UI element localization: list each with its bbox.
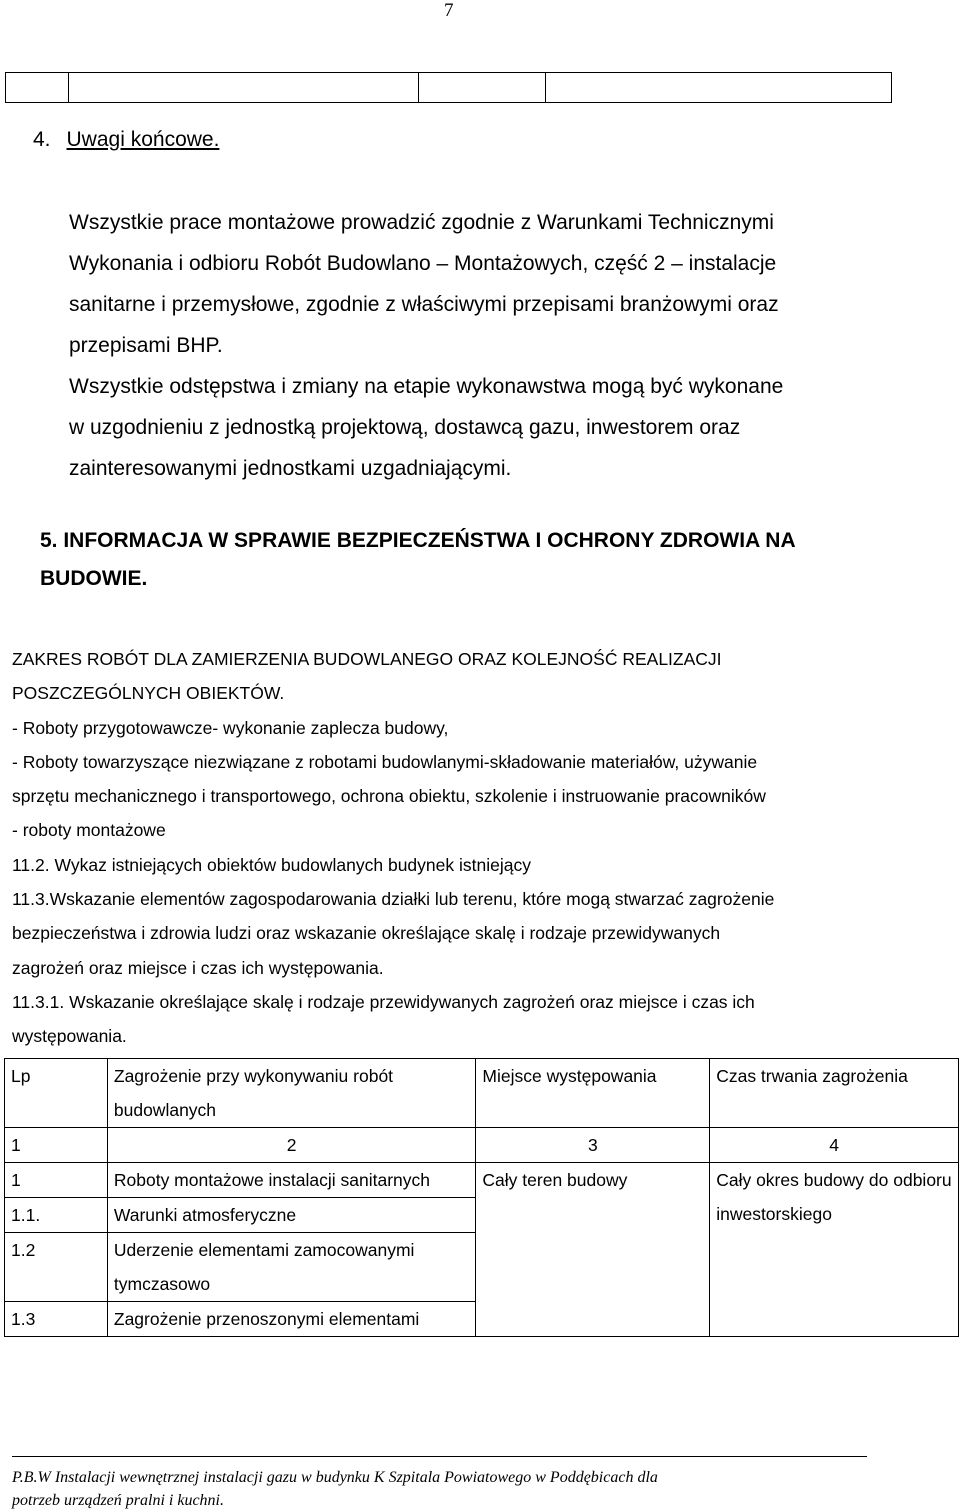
- section-5-heading: [40, 522, 920, 598]
- table-cell: Zagrożenie przenoszonymi elementami: [107, 1302, 476, 1337]
- footer: [12, 1466, 892, 1512]
- page-number: 7: [444, 0, 454, 21]
- paragraph-line: sanitarne i przemysłowe, zgodnie z właściwymi przepisami branżowymi oraz: [69, 293, 779, 316]
- table-cell: Roboty montażowe instalacji sanitarnych: [107, 1163, 476, 1198]
- table-header-cell: Czas trwania zagrożenia: [710, 1059, 959, 1128]
- table-cell: 4: [710, 1128, 959, 1163]
- section-4-heading: [33, 128, 219, 152]
- section-4-number: 4.: [33, 128, 51, 151]
- header-table: [5, 72, 892, 103]
- table-header-row: [5, 1059, 959, 1128]
- table-cell: 1.1.: [5, 1198, 108, 1233]
- header-table-cell: [6, 73, 69, 102]
- paragraph-line: w uzgodnieniu z jednostką projektową, dostawcą gazu, inwestorem oraz: [69, 416, 741, 439]
- body-line: - Roboty towarzyszące niezwiązane z robotami budowlanymi-składowanie materiałów, używanie: [12, 751, 758, 772]
- table-header-cell: Zagrożenie przy wykonywaniu robót budowlanych: [107, 1059, 476, 1128]
- paragraph-line: zainteresowanymi jednostkami uzgadniającymi.: [69, 457, 512, 480]
- body-line: 11.2. Wykaz istniejących obiektów budowlanych budynek istniejący: [12, 854, 531, 875]
- footer-line: P.B.W Instalacji wewnętrznej instalacji gazu w budynku K Szpitala Powiatowego w Poddębicach dla: [12, 1469, 658, 1486]
- table-row: [5, 1163, 959, 1198]
- table-cell: Cały okres budowy do odbioru inwestorskiego: [710, 1163, 959, 1337]
- table-cell: 3: [476, 1128, 710, 1163]
- body-line: występowania.: [12, 1026, 127, 1047]
- table-numbering-row: [5, 1128, 959, 1163]
- table-cell: 1: [5, 1163, 108, 1198]
- header-table-cell: [419, 73, 546, 102]
- footer-divider: [12, 1456, 867, 1457]
- footer-line: potrzeb urządzeń pralni i kuchni.: [12, 1492, 224, 1509]
- header-table-cell: [546, 73, 888, 102]
- body-line: sprzętu mechanicznego i transportowego, ochrona obiektu, szkolenie i instruowanie pracowników: [12, 786, 766, 807]
- table-cell: 1: [5, 1128, 108, 1163]
- table-cell: 2: [107, 1128, 476, 1163]
- table-cell: Cały teren budowy: [476, 1163, 710, 1337]
- body-line: POSZCZEGÓLNYCH OBIEKTÓW.: [12, 683, 285, 704]
- table-header-cell: Miejsce występowania: [476, 1059, 710, 1128]
- header-table-cell: [69, 73, 419, 102]
- body-line: bezpieczeństwa i zdrowia ludzi oraz wskazanie określające skalę i rodzaje przewidywanych: [12, 923, 721, 944]
- section-4-title: Uwagi końcowe.: [66, 128, 220, 151]
- table-cell: Warunki atmosferyczne: [107, 1198, 476, 1233]
- table-header-cell: Lp: [5, 1059, 108, 1128]
- body-line: - Roboty przygotowawcze- wykonanie zaplecza budowy,: [12, 717, 449, 738]
- body-line: 11.3.1. Wskazanie określające skalę i rodzaje przewidywanych zagrożeń oraz miejsce i czas ich: [12, 991, 755, 1012]
- section-5-heading-line: BUDOWIE.: [40, 567, 148, 590]
- section-4-paragraph-1: [69, 202, 929, 489]
- body-line: 11.3.Wskazanie elementów zagospodarowania działki lub terenu, które mogą stwarzać zagrożenie: [12, 889, 775, 910]
- section-5-heading-line: 5. INFORMACJA W SPRAWIE BEZPIECZEŃSTWA I OCHRONY ZDROWIA NA: [40, 529, 796, 552]
- table-cell: Uderzenie elementami zamocowanymi tymczasowo: [107, 1233, 476, 1302]
- body-line: - roboty montażowe: [12, 820, 166, 841]
- table-cell: 1.2: [5, 1233, 108, 1302]
- safety-info-body: [12, 642, 942, 1054]
- body-line: ZAKRES ROBÓT DLA ZAMIERZENIA BUDOWLANEGO ORAZ KOLEJNOŚĆ REALIZACJI: [12, 649, 722, 669]
- paragraph-line: przepisami BHP.: [69, 334, 223, 357]
- body-line: zagrożeń oraz miejsce i czas ich występowania.: [12, 957, 384, 978]
- paragraph-line: Wszystkie odstępstwa i zmiany na etapie wykonawstwa mogą być wykonane: [69, 375, 784, 398]
- paragraph-line: Wszystkie prace montażowe prowadzić zgodnie z Warunkami Technicznymi: [69, 211, 774, 234]
- paragraph-line: Wykonania i odbioru Robót Budowlano – Montażowych, część 2 – instalacje: [69, 252, 777, 275]
- hazards-table: [4, 1058, 959, 1337]
- table-cell: 1.3: [5, 1302, 108, 1337]
